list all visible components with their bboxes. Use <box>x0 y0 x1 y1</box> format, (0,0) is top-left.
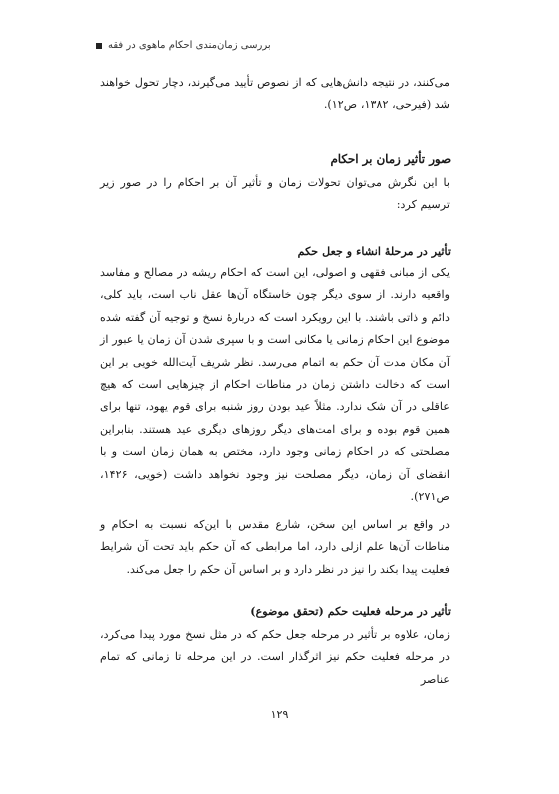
subsection-1-paragraph-1-block <box>100 262 450 508</box>
header-square-icon <box>96 43 102 49</box>
subsection-2-paragraph: زمان، علاوه بر تأثیر در مرحله جعل حکم که در مثل نسخ مورد پیدا می‌کرد، در مرحله فعلیت حکم نیز اثرگذار است. در این مرحله تا زمانی که تمام عناصر <box>100 628 450 686</box>
section-intro-block <box>100 172 450 217</box>
subsection-2-title: تأثیر در مرحله فعلیت حکم (تحقق موضوع) <box>250 604 451 618</box>
subsection-1-title: تأثیر در مرحلهٔ انشاء و جعل حکم <box>297 244 451 258</box>
section-title: صور تأثیر زمان بر احکام <box>330 152 451 166</box>
subsection-1-paragraph-2: در واقع بر اساس این سخن، شارع مقدس با این‌که نسبت به احکام و مناطات آن‌ها علم ازلی دارد، اما مرابطی که آن حکم باید تحت آن شرایط فعلیت پیدا بکند را نیز در نظر دارد و بر اساس آن حکم را جعل می‌کند. <box>100 518 450 576</box>
subsection-1-paragraph-2-block <box>100 514 450 581</box>
page-number: ۱۲۹ <box>270 708 289 721</box>
section-intro: با این نگرش می‌توان تحولات زمان و تأثیر آن بر احکام را در صور زیر ترسیم کرد: <box>100 176 450 212</box>
running-header <box>96 40 441 51</box>
subsection-2-paragraph-block <box>100 624 450 691</box>
subsection-1-paragraph-1: یکی از مبانی فقهی و اصولی، این است که احکام ریشه در مصالح و مفاسد واقعیه دارند. از سوی دیگر چون خاستگاه آن‌ها عقل ناب است، باید کلی، دائم و ذاتی باشند. با این رویکرد است که دربارهٔ نسخ و توجیه آن گفته شده موضوع این احکام زمانی یا مکانی است و با سپری شدن آن زمان یا عبور از آن مکان مدت آن حکم به اتمام می‌رسد. نظر شریف آیت‌الله خویی بر این است که دخالت داشتن زمان در مناطات احکام از چیزهایی است که هیچ عاقلی در آن شک ندارد. مثلاً عید بودن روز شنبه برای قوم یهود، تنها برای همین قوم بوده و برای امت‌های دیگر روزهای دیگری عید هستند. بنابراین مصلحتی که در احکام زمانی وجود دارد، مختص به همان زمان است و با انقضای آن زمان، دیگر مصلحت نیز وجود نخواهد داشت (خویی، ۱۴۲۶، ص۲۷۱). <box>100 266 450 504</box>
running-header-text: بررسی زمان‌مندی احکام ماهوی در فقه <box>108 40 271 51</box>
intro-paragraph: می‌کنند، در نتیجه دانش‌هایی که از نصوص تأیید می‌گیرند، دچار تحول خواهند شد (فیرحی، ۱۳۸۲، ص۱۲). <box>100 76 450 112</box>
intro-paragraph-block <box>100 72 450 117</box>
